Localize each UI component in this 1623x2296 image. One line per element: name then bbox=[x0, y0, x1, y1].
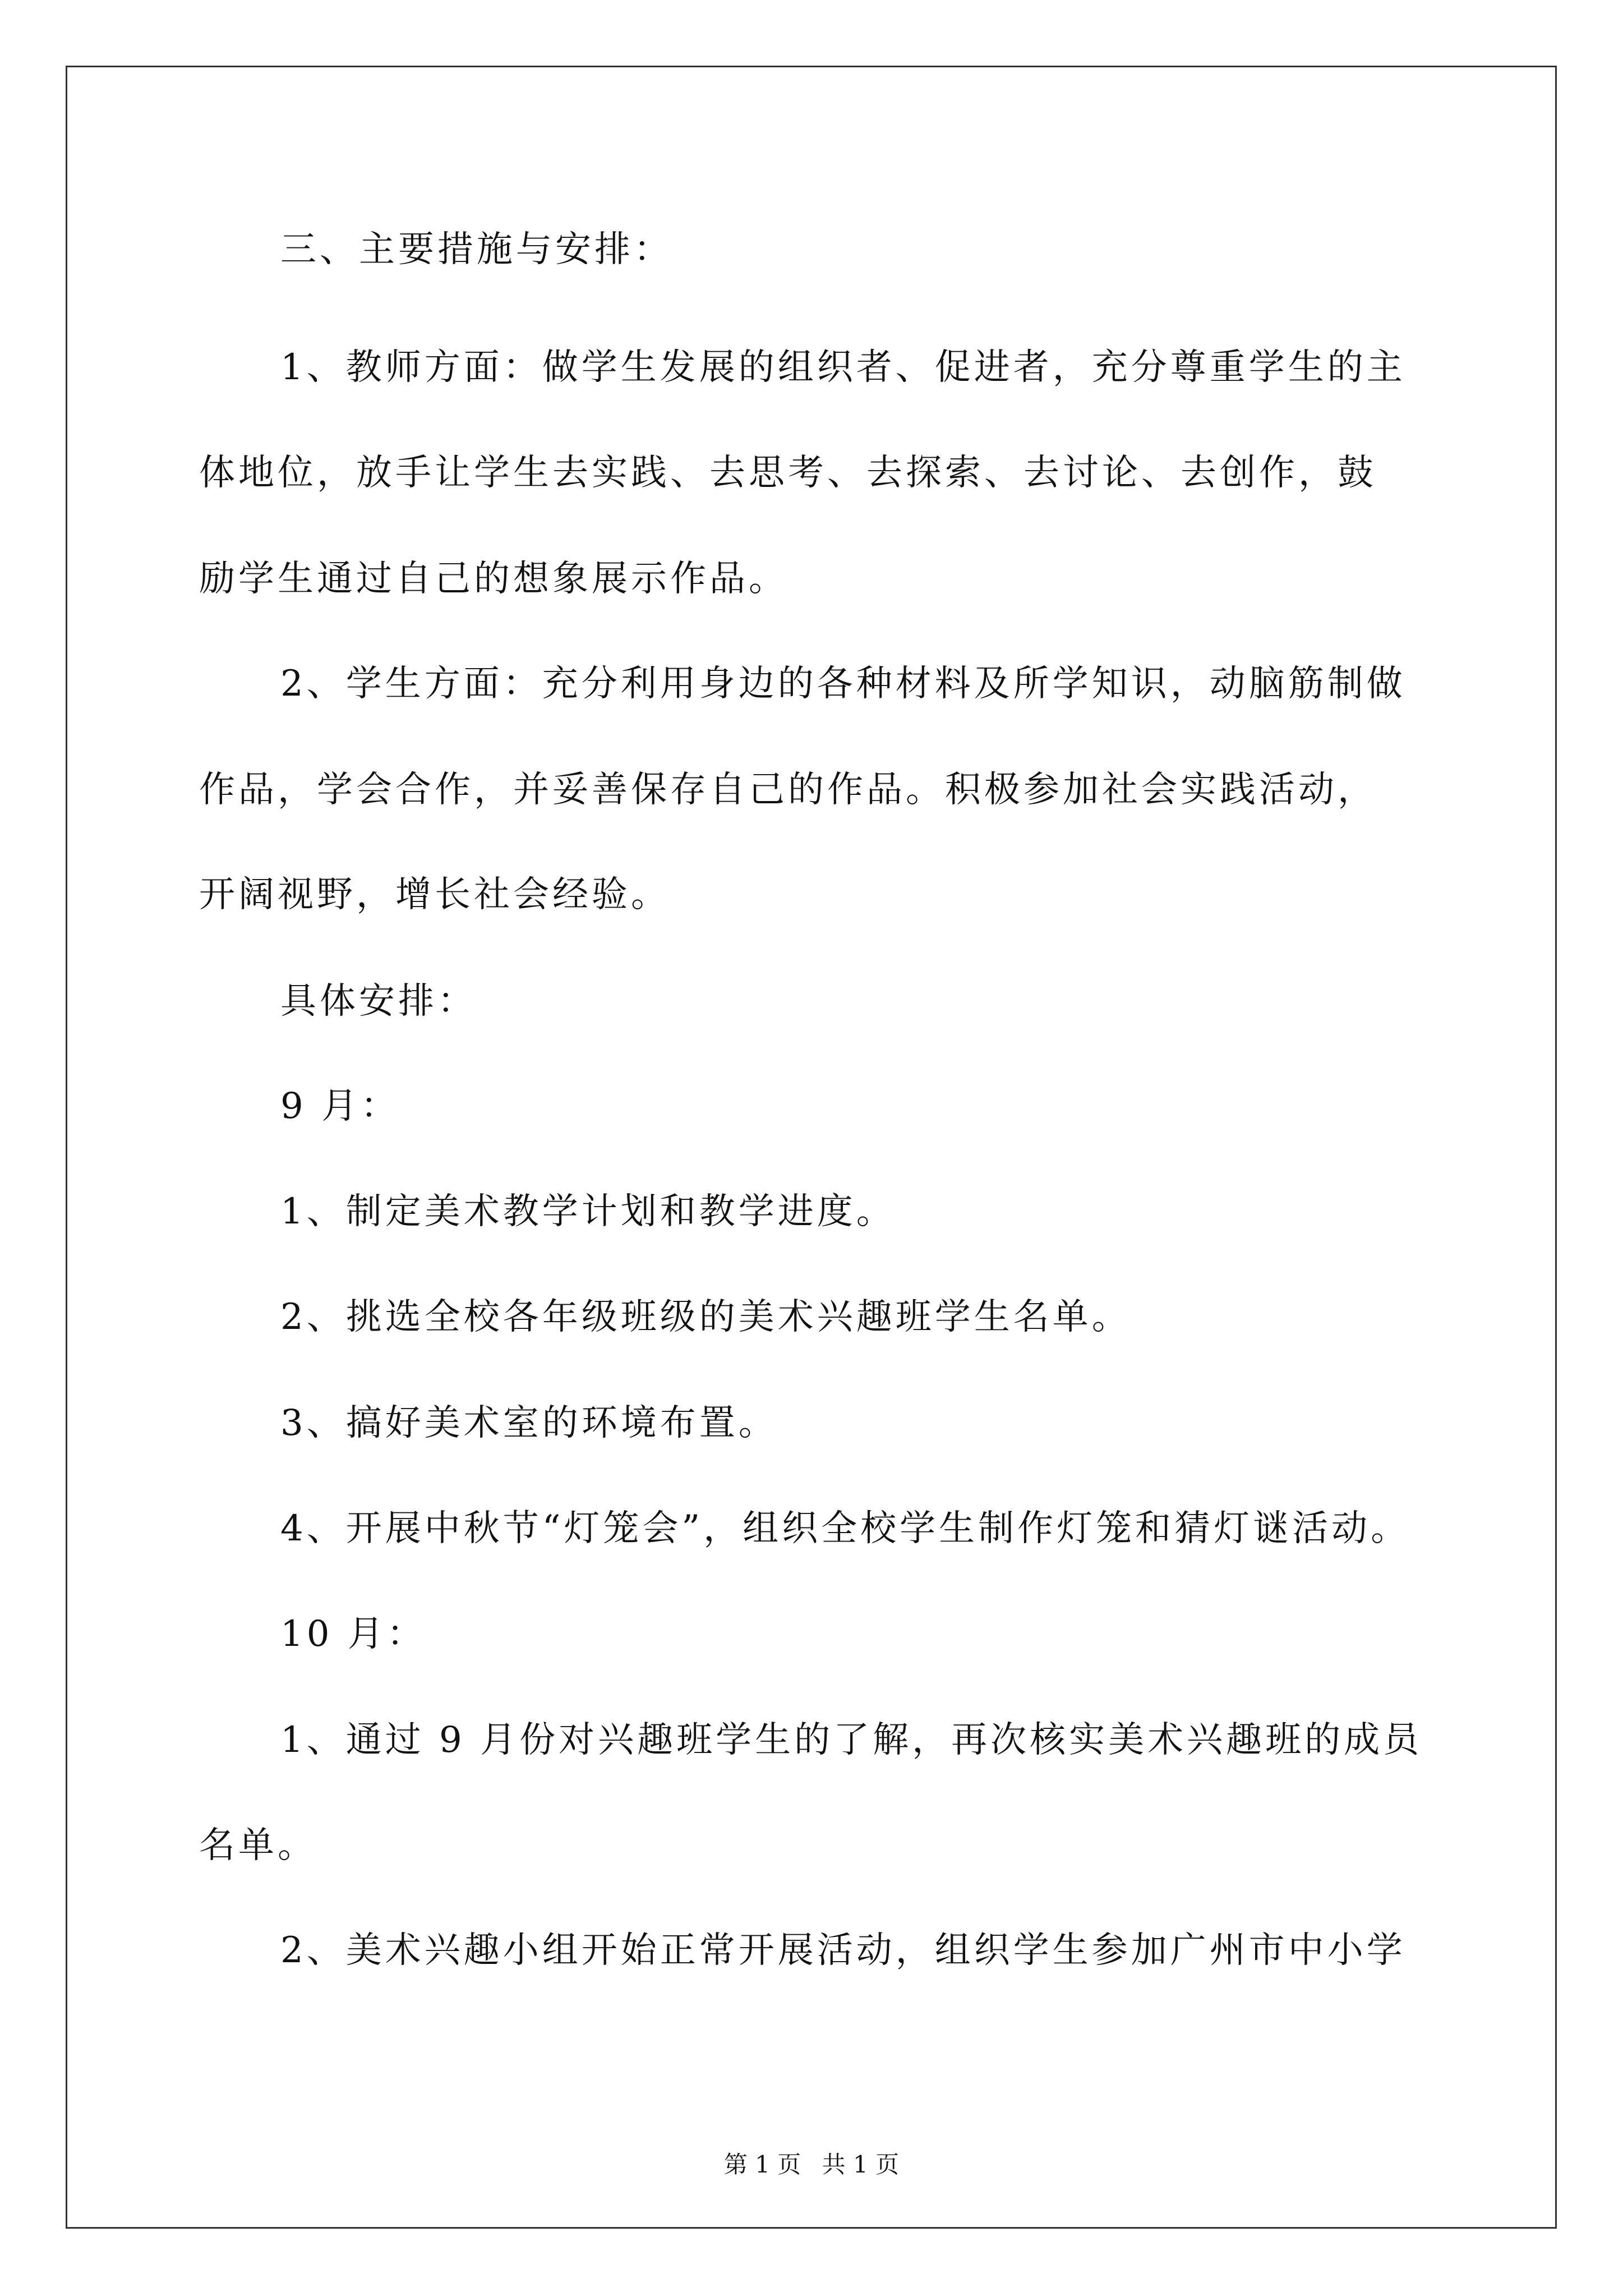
paragraph-line: 体地位，放手让学生去实践、去思考、去探索、去讨论、去创作，鼓 bbox=[199, 452, 1377, 494]
paragraph-line: 开阔视野，增长社会经验。 bbox=[199, 874, 670, 915]
page-border bbox=[66, 66, 1557, 2229]
list-item: 2、美术兴趣小组开始正常开展活动，组织学生参加广州市中小学 bbox=[280, 1930, 1406, 1971]
page-total: 共 1 页 bbox=[822, 2151, 900, 2178]
paragraph-line: 励学生通过自己的想象展示作品。 bbox=[199, 558, 788, 600]
paragraph-line: 2、学生方面：充分利用身边的各种材料及所学知识，动脑筋制做 bbox=[280, 663, 1406, 705]
month-heading: 9 月： bbox=[280, 1085, 400, 1127]
list-item: 4、开展中秋节“灯笼会”，组织全校学生制作灯笼和猜灯谜活动。 bbox=[280, 1508, 1410, 1549]
list-item: 名单。 bbox=[199, 1825, 317, 1866]
list-item: 2、挑选全校各年级班级的美术兴趣班学生名单。 bbox=[280, 1296, 1131, 1338]
subheading: 具体安排： bbox=[280, 981, 477, 1022]
paragraph-line: 1、教师方面：做学生发展的组织者、促进者，充分尊重学生的主 bbox=[280, 347, 1406, 388]
month-heading: 10 月： bbox=[280, 1613, 426, 1655]
section-heading: 三、主要措施与安排： bbox=[280, 229, 673, 270]
page-number: 第 1 页 bbox=[723, 2151, 801, 2178]
page-footer bbox=[0, 2146, 1623, 2180]
list-item: 1、制定美术教学计划和教学进度。 bbox=[280, 1191, 896, 1232]
paragraph-line: 作品，学会合作，并妥善保存自己的作品。积极参加社会实践活动， bbox=[199, 769, 1377, 811]
list-item: 1、通过 9 月份对兴趣班学生的了解，再次核实美术兴趣班的成员 bbox=[280, 1719, 1423, 1761]
list-item: 3、搞好美术室的环境布置。 bbox=[280, 1402, 778, 1444]
